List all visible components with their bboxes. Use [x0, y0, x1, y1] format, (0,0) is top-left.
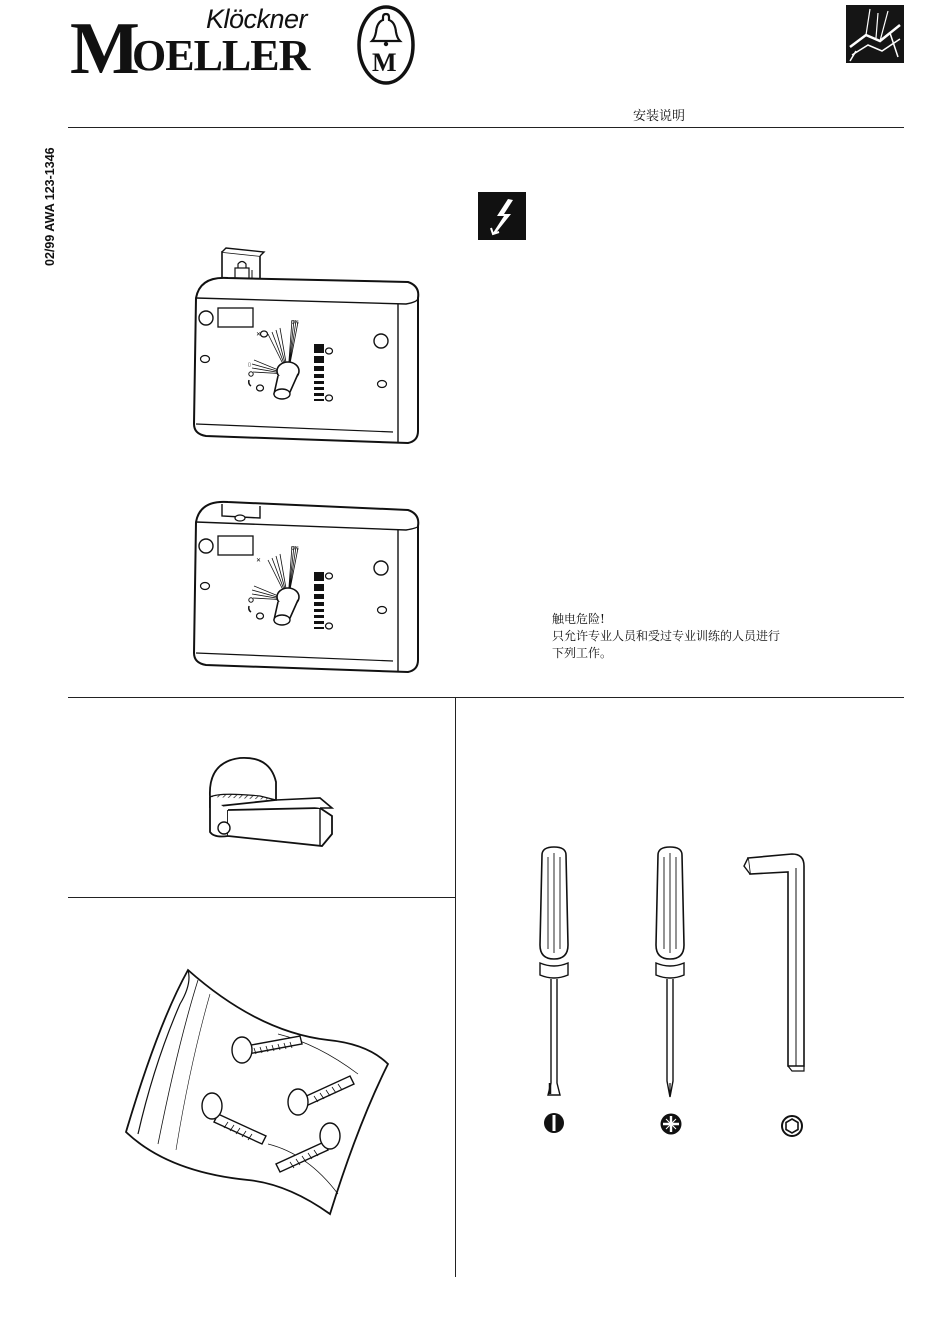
left-divider-rule [68, 897, 455, 898]
warning-line-1: 触电危险! [552, 612, 605, 626]
svg-text:✕: ✕ [256, 557, 262, 564]
bell-seal-icon [356, 4, 416, 86]
section-rule [68, 697, 904, 698]
device-illustration-bottom [188, 490, 428, 680]
brand-rest-text: OELLER [132, 31, 310, 80]
page-title: 安装说明 [633, 109, 686, 124]
high-voltage-icon [478, 192, 526, 240]
brand-initial: M [70, 8, 138, 90]
slotted-tip-icon [543, 1112, 565, 1134]
phillips-screwdriver [648, 845, 694, 1105]
device-illustration-top [188, 246, 428, 451]
vertical-divider [455, 697, 456, 1277]
header-rule [68, 127, 904, 128]
slotted-screwdriver [530, 845, 580, 1105]
warning-line-3: 下列工作。 [552, 646, 613, 660]
hex-tip-icon [780, 1114, 804, 1138]
handle-illustration [200, 752, 340, 852]
corner-lightning-icon [846, 5, 904, 63]
warning-line-2: 只允许专业人员和受过专业训练的人员进行 [552, 629, 781, 643]
document-code: 02/99 AWA 123-1346 [43, 147, 57, 266]
warning-text [552, 611, 780, 662]
screw-bag-illustration [118, 964, 398, 1220]
svg-text:ON: ON [291, 320, 299, 326]
svg-text:✕: ✕ [256, 331, 262, 338]
brand-script-text: Klöckner [206, 4, 308, 34]
phillips-tip-icon [659, 1112, 683, 1136]
svg-text:ON: ON [291, 546, 299, 552]
svg-text:▯: ▯ [248, 362, 251, 368]
hex-key [740, 850, 812, 1072]
seal-letter: M [372, 48, 397, 77]
